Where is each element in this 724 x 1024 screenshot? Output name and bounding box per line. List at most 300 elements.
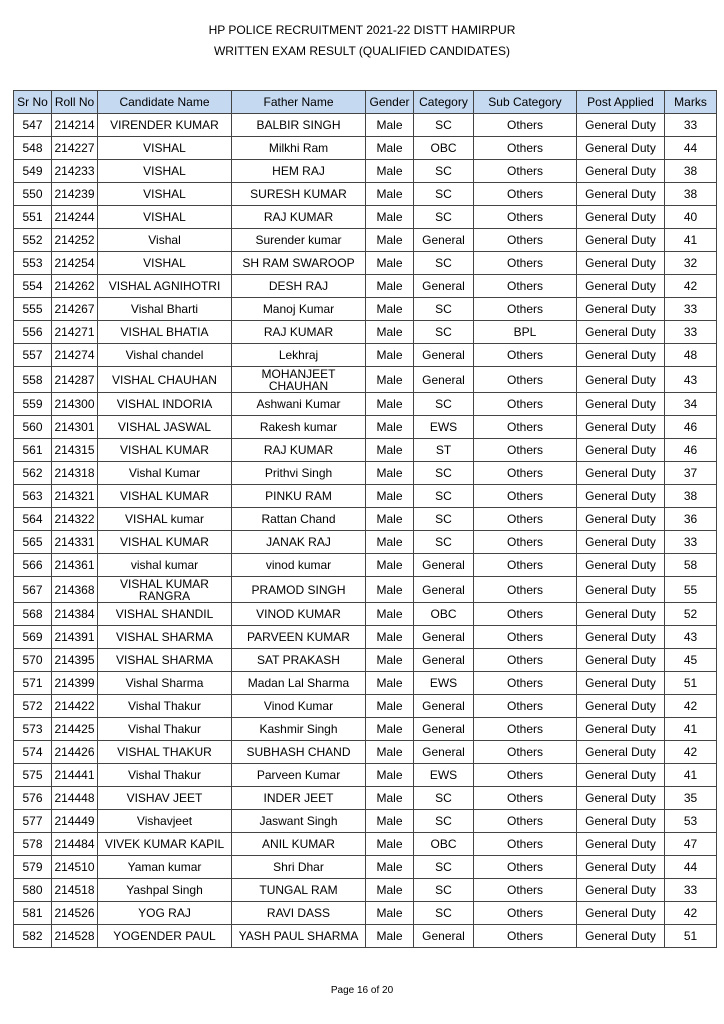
cell-roll-no: 214274 xyxy=(52,344,98,367)
cell-candidate-name: VISHAL THAKUR xyxy=(98,741,232,764)
cell-father-name: Lekhraj xyxy=(232,344,366,367)
cell-roll-no: 214239 xyxy=(52,183,98,206)
cell-roll-no: 214252 xyxy=(52,229,98,252)
cell-category: SC xyxy=(414,114,474,137)
cell-gender: Male xyxy=(366,137,414,160)
cell-post-applied: General Duty xyxy=(577,298,665,321)
cell-category: SC xyxy=(414,485,474,508)
cell-sr-no: 550 xyxy=(14,183,52,206)
cell-gender: Male xyxy=(366,344,414,367)
cell-candidate-name: YOGENDER PAUL xyxy=(98,925,232,948)
cell-post-applied: General Duty xyxy=(577,160,665,183)
cell-category: OBC xyxy=(414,137,474,160)
cell-category: General xyxy=(414,229,474,252)
cell-marks: 38 xyxy=(665,183,717,206)
cell-sub-category: Others xyxy=(474,672,577,695)
cell-roll-no: 214449 xyxy=(52,810,98,833)
cell-gender: Male xyxy=(366,114,414,137)
cell-gender: Male xyxy=(366,741,414,764)
table-row xyxy=(14,577,717,603)
cell-marks: 37 xyxy=(665,462,717,485)
cell-post-applied: General Duty xyxy=(577,764,665,787)
cell-marks: 48 xyxy=(665,344,717,367)
table-row xyxy=(14,856,717,879)
table-row xyxy=(14,114,717,137)
cell-father-name: PINKU RAM xyxy=(232,485,366,508)
cell-gender: Male xyxy=(366,321,414,344)
cell-gender: Male xyxy=(366,298,414,321)
cell-candidate-name: VISHAL AGNIHOTRI xyxy=(98,275,232,298)
cell-roll-no: 214227 xyxy=(52,137,98,160)
cell-roll-no: 214448 xyxy=(52,787,98,810)
cell-father-name: Madan Lal Sharma xyxy=(232,672,366,695)
cell-roll-no: 214441 xyxy=(52,764,98,787)
table-row xyxy=(14,206,717,229)
cell-sub-category: Others xyxy=(474,206,577,229)
cell-marks: 55 xyxy=(665,577,717,603)
table-body xyxy=(14,114,717,948)
cell-father-name: Kashmir Singh xyxy=(232,718,366,741)
cell-marks: 42 xyxy=(665,275,717,298)
cell-roll-no: 214395 xyxy=(52,649,98,672)
cell-roll-no: 214528 xyxy=(52,925,98,948)
cell-father-name: DESH RAJ xyxy=(232,275,366,298)
cell-sr-no: 565 xyxy=(14,531,52,554)
cell-category: SC xyxy=(414,298,474,321)
cell-marks: 51 xyxy=(665,925,717,948)
cell-sr-no: 564 xyxy=(14,508,52,531)
page-number: Page 16 of 20 xyxy=(330,985,394,996)
cell-father-name: RAVI DASS xyxy=(232,902,366,925)
cell-post-applied: General Duty xyxy=(577,114,665,137)
cell-roll-no: 214399 xyxy=(52,672,98,695)
cell-sub-category: Others xyxy=(474,229,577,252)
cell-marks: 41 xyxy=(665,718,717,741)
cell-marks: 52 xyxy=(665,603,717,626)
cell-sub-category: Others xyxy=(474,833,577,856)
cell-sr-no: 549 xyxy=(14,160,52,183)
table-row xyxy=(14,367,717,393)
cell-post-applied: General Duty xyxy=(577,462,665,485)
cell-candidate-name: VISHAL KUMAR xyxy=(98,531,232,554)
cell-sub-category: Others xyxy=(474,485,577,508)
cell-sr-no: 566 xyxy=(14,554,52,577)
col-header-sr-no: Sr No xyxy=(14,91,52,114)
cell-sub-category: Others xyxy=(474,925,577,948)
cell-post-applied: General Duty xyxy=(577,321,665,344)
cell-sub-category: Others xyxy=(474,439,577,462)
col-header-sub-category: Sub Category xyxy=(474,91,577,114)
cell-post-applied: General Duty xyxy=(577,344,665,367)
cell-post-applied: General Duty xyxy=(577,902,665,925)
cell-sr-no: 548 xyxy=(14,137,52,160)
cell-post-applied: General Duty xyxy=(577,626,665,649)
cell-sr-no: 574 xyxy=(14,741,52,764)
cell-candidate-name: Vishal Thakur xyxy=(98,764,232,787)
cell-marks: 45 xyxy=(665,649,717,672)
cell-candidate-name: Vishal xyxy=(98,229,232,252)
cell-post-applied: General Duty xyxy=(577,695,665,718)
cell-post-applied: General Duty xyxy=(577,275,665,298)
cell-marks: 34 xyxy=(665,393,717,416)
cell-sub-category: Others xyxy=(474,275,577,298)
cell-father-name: RAJ KUMAR xyxy=(232,439,366,462)
cell-roll-no: 214331 xyxy=(52,531,98,554)
cell-category: General xyxy=(414,741,474,764)
col-header-roll-no: Roll No xyxy=(52,91,98,114)
cell-category: SC xyxy=(414,531,474,554)
table-row xyxy=(14,879,717,902)
cell-sub-category: Others xyxy=(474,252,577,275)
cell-category: General xyxy=(414,367,474,393)
cell-sr-no: 571 xyxy=(14,672,52,695)
cell-candidate-name: VISHAL xyxy=(98,137,232,160)
cell-gender: Male xyxy=(366,485,414,508)
cell-post-applied: General Duty xyxy=(577,554,665,577)
cell-marks: 33 xyxy=(665,531,717,554)
cell-marks: 33 xyxy=(665,321,717,344)
cell-sub-category: Others xyxy=(474,856,577,879)
cell-sub-category: Others xyxy=(474,114,577,137)
cell-category: General xyxy=(414,275,474,298)
cell-candidate-name: VISHAL KUMAR xyxy=(98,439,232,462)
cell-sr-no: 582 xyxy=(14,925,52,948)
cell-gender: Male xyxy=(366,672,414,695)
cell-category: General xyxy=(414,695,474,718)
table-row xyxy=(14,833,717,856)
cell-marks: 46 xyxy=(665,416,717,439)
cell-post-applied: General Duty xyxy=(577,787,665,810)
table-row xyxy=(14,695,717,718)
cell-father-name: HEM RAJ xyxy=(232,160,366,183)
table-row xyxy=(14,508,717,531)
cell-category: SC xyxy=(414,183,474,206)
cell-sub-category: Others xyxy=(474,367,577,393)
col-header-marks: Marks xyxy=(665,91,717,114)
cell-father-name: YASH PAUL SHARMA xyxy=(232,925,366,948)
cell-sr-no: 553 xyxy=(14,252,52,275)
cell-sub-category: Others xyxy=(474,810,577,833)
cell-post-applied: General Duty xyxy=(577,183,665,206)
cell-gender: Male xyxy=(366,626,414,649)
cell-gender: Male xyxy=(366,462,414,485)
col-header-post-applied: Post Applied xyxy=(577,91,665,114)
cell-category: General xyxy=(414,626,474,649)
cell-roll-no: 214384 xyxy=(52,603,98,626)
cell-marks: 38 xyxy=(665,160,717,183)
cell-sub-category: Others xyxy=(474,764,577,787)
cell-father-name: VINOD KUMAR xyxy=(232,603,366,626)
cell-roll-no: 214321 xyxy=(52,485,98,508)
cell-post-applied: General Duty xyxy=(577,485,665,508)
cell-marks: 35 xyxy=(665,787,717,810)
cell-category: General xyxy=(414,718,474,741)
cell-gender: Male xyxy=(366,764,414,787)
cell-father-name: Rattan Chand xyxy=(232,508,366,531)
cell-sub-category: Others xyxy=(474,393,577,416)
cell-category: General xyxy=(414,554,474,577)
cell-gender: Male xyxy=(366,603,414,626)
cell-father-name: RAJ KUMAR xyxy=(232,206,366,229)
cell-sr-no: 561 xyxy=(14,439,52,462)
cell-sub-category: Others xyxy=(474,603,577,626)
cell-roll-no: 214318 xyxy=(52,462,98,485)
cell-candidate-name: VISHAL xyxy=(98,206,232,229)
col-header-category: Category xyxy=(414,91,474,114)
cell-category: SC xyxy=(414,206,474,229)
cell-candidate-name: VISHAL KUMAR xyxy=(98,485,232,508)
cell-marks: 42 xyxy=(665,741,717,764)
cell-gender: Male xyxy=(366,810,414,833)
cell-marks: 46 xyxy=(665,439,717,462)
cell-marks: 44 xyxy=(665,856,717,879)
cell-post-applied: General Duty xyxy=(577,649,665,672)
table-row xyxy=(14,531,717,554)
cell-sub-category: Others xyxy=(474,462,577,485)
cell-father-name: vinod kumar xyxy=(232,554,366,577)
cell-father-name: INDER JEET xyxy=(232,787,366,810)
cell-roll-no: 214267 xyxy=(52,298,98,321)
cell-sub-category: Others xyxy=(474,531,577,554)
cell-category: General xyxy=(414,577,474,603)
cell-sub-category: Others xyxy=(474,902,577,925)
cell-post-applied: General Duty xyxy=(577,137,665,160)
cell-marks: 33 xyxy=(665,879,717,902)
cell-post-applied: General Duty xyxy=(577,603,665,626)
cell-post-applied: General Duty xyxy=(577,879,665,902)
cell-candidate-name: VIRENDER KUMAR xyxy=(98,114,232,137)
cell-gender: Male xyxy=(366,367,414,393)
cell-sub-category: Others xyxy=(474,626,577,649)
cell-gender: Male xyxy=(366,554,414,577)
cell-roll-no: 214300 xyxy=(52,393,98,416)
cell-gender: Male xyxy=(366,508,414,531)
cell-gender: Male xyxy=(366,695,414,718)
cell-father-name: Rakesh kumar xyxy=(232,416,366,439)
table-row xyxy=(14,718,717,741)
cell-category: EWS xyxy=(414,764,474,787)
cell-roll-no: 214244 xyxy=(52,206,98,229)
cell-sr-no: 552 xyxy=(14,229,52,252)
cell-roll-no: 214425 xyxy=(52,718,98,741)
cell-post-applied: General Duty xyxy=(577,577,665,603)
document-subtitle: WRITTEN EXAM RESULT (QUALIFIED CANDIDATES) xyxy=(213,44,511,58)
table-row xyxy=(14,741,717,764)
table-row xyxy=(14,439,717,462)
cell-roll-no: 214287 xyxy=(52,367,98,393)
cell-category: General xyxy=(414,649,474,672)
cell-sub-category: Others xyxy=(474,160,577,183)
cell-sr-no: 569 xyxy=(14,626,52,649)
cell-sr-no: 568 xyxy=(14,603,52,626)
cell-category: OBC xyxy=(414,603,474,626)
cell-category: OBC xyxy=(414,833,474,856)
cell-sub-category: Others xyxy=(474,741,577,764)
table-row xyxy=(14,416,717,439)
col-header-gender: Gender xyxy=(366,91,414,114)
cell-candidate-name: VISHAL SHARMA xyxy=(98,626,232,649)
cell-father-name: TUNGAL RAM xyxy=(232,879,366,902)
cell-roll-no: 214254 xyxy=(52,252,98,275)
cell-marks: 33 xyxy=(665,298,717,321)
cell-gender: Male xyxy=(366,902,414,925)
cell-candidate-name: YOG RAJ xyxy=(98,902,232,925)
table-row xyxy=(14,137,717,160)
cell-sub-category: Others xyxy=(474,554,577,577)
cell-sr-no: 579 xyxy=(14,856,52,879)
cell-category: SC xyxy=(414,252,474,275)
cell-marks: 47 xyxy=(665,833,717,856)
cell-category: EWS xyxy=(414,672,474,695)
document-title: HP POLICE RECRUITMENT 2021-22 DISTT HAMIRPUR xyxy=(208,23,516,37)
cell-father-name: SAT PRAKASH xyxy=(232,649,366,672)
table-row xyxy=(14,902,717,925)
cell-sr-no: 547 xyxy=(14,114,52,137)
cell-sr-no: 562 xyxy=(14,462,52,485)
cell-sub-category: Others xyxy=(474,718,577,741)
cell-gender: Male xyxy=(366,925,414,948)
cell-category: EWS xyxy=(414,416,474,439)
cell-post-applied: General Duty xyxy=(577,531,665,554)
cell-gender: Male xyxy=(366,531,414,554)
cell-sr-no: 578 xyxy=(14,833,52,856)
cell-sr-no: 551 xyxy=(14,206,52,229)
cell-marks: 53 xyxy=(665,810,717,833)
cell-father-name: SURESH KUMAR xyxy=(232,183,366,206)
cell-father-name: Milkhi Ram xyxy=(232,137,366,160)
cell-gender: Male xyxy=(366,577,414,603)
cell-gender: Male xyxy=(366,439,414,462)
cell-roll-no: 214526 xyxy=(52,902,98,925)
cell-candidate-name: VISHAL xyxy=(98,252,232,275)
cell-roll-no: 214271 xyxy=(52,321,98,344)
cell-father-name: Vinod Kumar xyxy=(232,695,366,718)
table-row xyxy=(14,229,717,252)
cell-post-applied: General Duty xyxy=(577,367,665,393)
cell-roll-no: 214422 xyxy=(52,695,98,718)
cell-father-name: SUBHASH CHAND xyxy=(232,741,366,764)
cell-post-applied: General Duty xyxy=(577,856,665,879)
cell-sr-no: 575 xyxy=(14,764,52,787)
table-row xyxy=(14,298,717,321)
cell-candidate-name: Vishal Bharti xyxy=(98,298,232,321)
cell-category: SC xyxy=(414,160,474,183)
cell-candidate-name: Vishal chandel xyxy=(98,344,232,367)
cell-roll-no: 214426 xyxy=(52,741,98,764)
table-row xyxy=(14,275,717,298)
cell-sub-category: Others xyxy=(474,298,577,321)
cell-roll-no: 214233 xyxy=(52,160,98,183)
col-header-candidate-name: Candidate Name xyxy=(98,91,232,114)
col-header-father-name: Father Name xyxy=(232,91,366,114)
cell-sr-no: 570 xyxy=(14,649,52,672)
cell-sr-no: 581 xyxy=(14,902,52,925)
cell-category: General xyxy=(414,925,474,948)
cell-category: SC xyxy=(414,393,474,416)
cell-category: ST xyxy=(414,439,474,462)
cell-marks: 38 xyxy=(665,485,717,508)
cell-sr-no: 573 xyxy=(14,718,52,741)
cell-candidate-name: Yaman kumar xyxy=(98,856,232,879)
cell-father-name: Manoj Kumar xyxy=(232,298,366,321)
cell-gender: Male xyxy=(366,718,414,741)
cell-gender: Male xyxy=(366,206,414,229)
cell-roll-no: 214368 xyxy=(52,577,98,603)
cell-father-name: BALBIR SINGH xyxy=(232,114,366,137)
cell-roll-no: 214315 xyxy=(52,439,98,462)
cell-candidate-name: Vishal Thakur xyxy=(98,718,232,741)
table-row xyxy=(14,810,717,833)
table-row xyxy=(14,252,717,275)
cell-candidate-name: VISHAL BHATIA xyxy=(98,321,232,344)
cell-roll-no: 214301 xyxy=(52,416,98,439)
cell-candidate-name: Vishal Sharma xyxy=(98,672,232,695)
table-row xyxy=(14,485,717,508)
cell-roll-no: 214391 xyxy=(52,626,98,649)
cell-marks: 41 xyxy=(665,764,717,787)
table-row xyxy=(14,321,717,344)
cell-post-applied: General Duty xyxy=(577,508,665,531)
cell-candidate-name: Vishal Kumar xyxy=(98,462,232,485)
cell-post-applied: General Duty xyxy=(577,393,665,416)
cell-roll-no: 214361 xyxy=(52,554,98,577)
cell-gender: Male xyxy=(366,787,414,810)
cell-candidate-name: Vishavjeet xyxy=(98,810,232,833)
cell-post-applied: General Duty xyxy=(577,741,665,764)
cell-father-name: Ashwani Kumar xyxy=(232,393,366,416)
cell-gender: Male xyxy=(366,183,414,206)
cell-category: SC xyxy=(414,879,474,902)
cell-post-applied: General Duty xyxy=(577,206,665,229)
cell-candidate-name: VISHAL SHANDIL xyxy=(98,603,232,626)
cell-sr-no: 557 xyxy=(14,344,52,367)
results-table xyxy=(13,90,717,948)
cell-sub-category: Others xyxy=(474,416,577,439)
cell-marks: 44 xyxy=(665,137,717,160)
cell-candidate-name: Yashpal Singh xyxy=(98,879,232,902)
cell-candidate-name: Vishal Thakur xyxy=(98,695,232,718)
cell-father-name: Shri Dhar xyxy=(232,856,366,879)
cell-post-applied: General Duty xyxy=(577,718,665,741)
table-row xyxy=(14,649,717,672)
cell-father-name: SH RAM SWAROOP xyxy=(232,252,366,275)
cell-marks: 36 xyxy=(665,508,717,531)
cell-sr-no: 555 xyxy=(14,298,52,321)
cell-candidate-name: vishal kumar xyxy=(98,554,232,577)
cell-sub-category: Others xyxy=(474,137,577,160)
cell-sr-no: 560 xyxy=(14,416,52,439)
cell-sr-no: 572 xyxy=(14,695,52,718)
cell-candidate-name: VISHAL SHARMA xyxy=(98,649,232,672)
cell-marks: 42 xyxy=(665,902,717,925)
table-row xyxy=(14,183,717,206)
cell-father-name: Jaswant Singh xyxy=(232,810,366,833)
cell-post-applied: General Duty xyxy=(577,810,665,833)
cell-category: SC xyxy=(414,462,474,485)
cell-sub-category: Others xyxy=(474,577,577,603)
cell-sr-no: 567 xyxy=(14,577,52,603)
cell-gender: Male xyxy=(366,393,414,416)
cell-roll-no: 214518 xyxy=(52,879,98,902)
cell-category: SC xyxy=(414,902,474,925)
cell-sub-category: Others xyxy=(474,344,577,367)
cell-sub-category: Others xyxy=(474,879,577,902)
cell-sr-no: 554 xyxy=(14,275,52,298)
cell-post-applied: General Duty xyxy=(577,439,665,462)
cell-category: SC xyxy=(414,508,474,531)
cell-gender: Male xyxy=(366,252,414,275)
cell-father-name: Prithvi Singh xyxy=(232,462,366,485)
